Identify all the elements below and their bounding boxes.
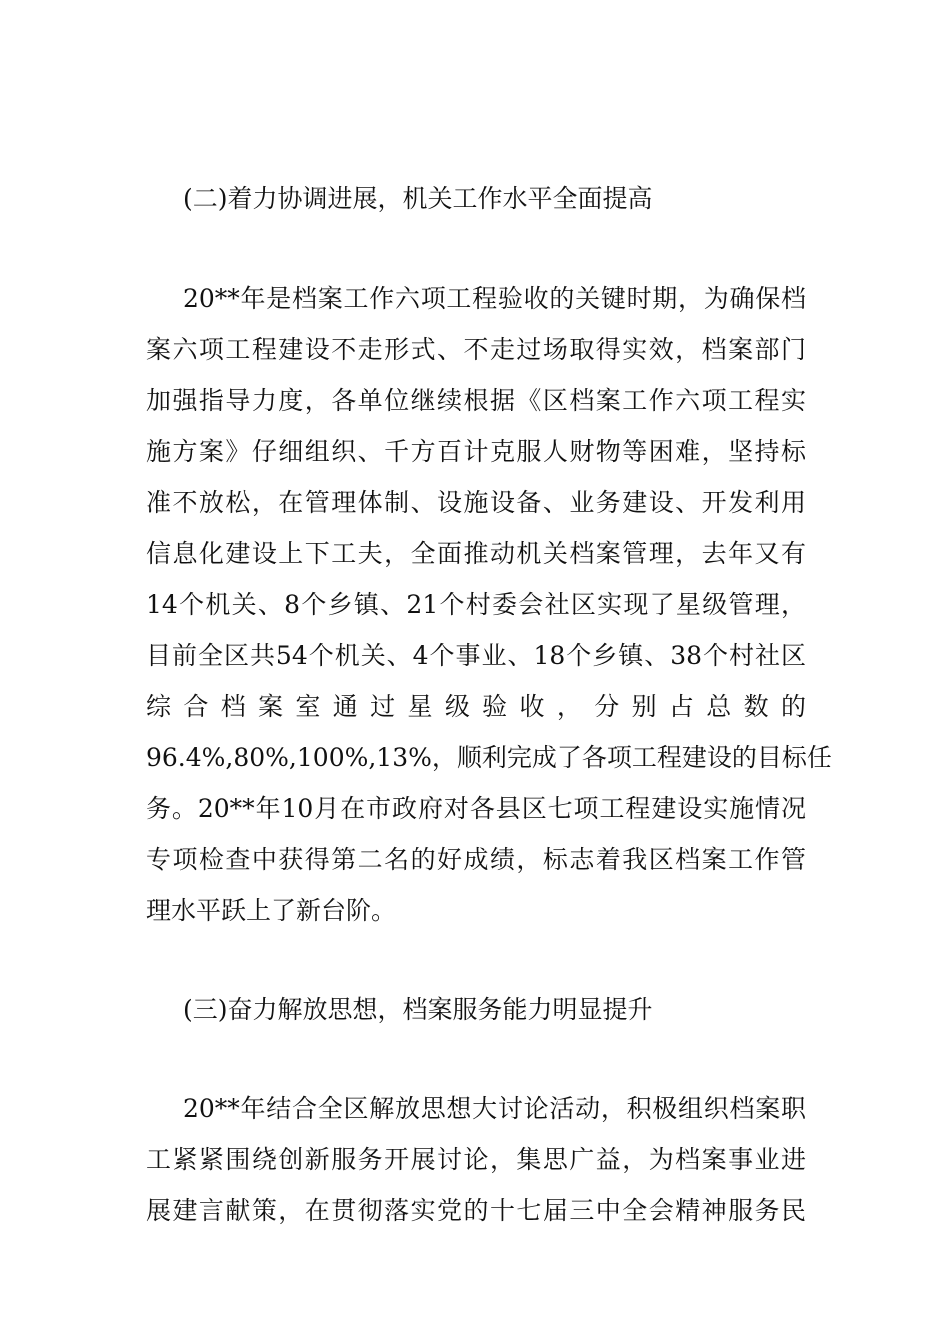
paragraph-line: 14个机关、8个乡镇、21个村委会社区实现了星级管理， — [146, 590, 806, 619]
paragraph-line: 展建言献策，在贯彻落实党的十七届三中全会精神服务民 — [146, 1196, 806, 1225]
paragraph-line: 专项检查中获得第二名的好成绩，标志着我区档案工作管 — [146, 845, 806, 874]
paragraph-line: 工紧紧围绕创新服务开展讨论，集思广益，为档案事业进 — [146, 1145, 806, 1174]
paragraph-line: 96.4%,80%,100%,13%，顺利完成了各项工程建设的目标任 — [146, 743, 832, 772]
section-heading-3: (三)奋力解放思想，档案服务能力明显提升 — [183, 995, 653, 1024]
paragraph-line: 信息化建设上下工夫，全面推动机关档案管理，去年又有 — [146, 539, 806, 568]
paragraph-line: 目前全区共54个机关、4个事业、18个乡镇、38个村社区 — [146, 641, 806, 670]
section-heading-2: (二)着力协调进展，机关工作水平全面提高 — [183, 184, 653, 213]
paragraph-line: 综合档案室通过星级验收，分别占总数的 — [146, 692, 806, 721]
paragraph-line: 案六项工程建设不走形式、不走过场取得实效，档案部门 — [146, 335, 806, 364]
paragraph-line: 20**年是档案工作六项工程验收的关键时期，为确保档 — [183, 284, 806, 313]
paragraph-line: 务。20**年10月在市政府对各县区七项工程建设实施情况 — [146, 794, 806, 823]
paragraph-line: 准不放松，在管理体制、设施设备、业务建设、开发利用 — [146, 488, 806, 517]
paragraph-line: 20**年结合全区解放思想大讨论活动，积极组织档案职 — [183, 1094, 806, 1123]
paragraph-line: 理水平跃上了新台阶。 — [146, 896, 397, 925]
paragraph-line: 加强指导力度，各单位继续根据《区档案工作六项工程实 — [146, 386, 806, 415]
paragraph-line: 施方案》仔细组织、千方百计克服人财物等困难，坚持标 — [146, 437, 806, 466]
